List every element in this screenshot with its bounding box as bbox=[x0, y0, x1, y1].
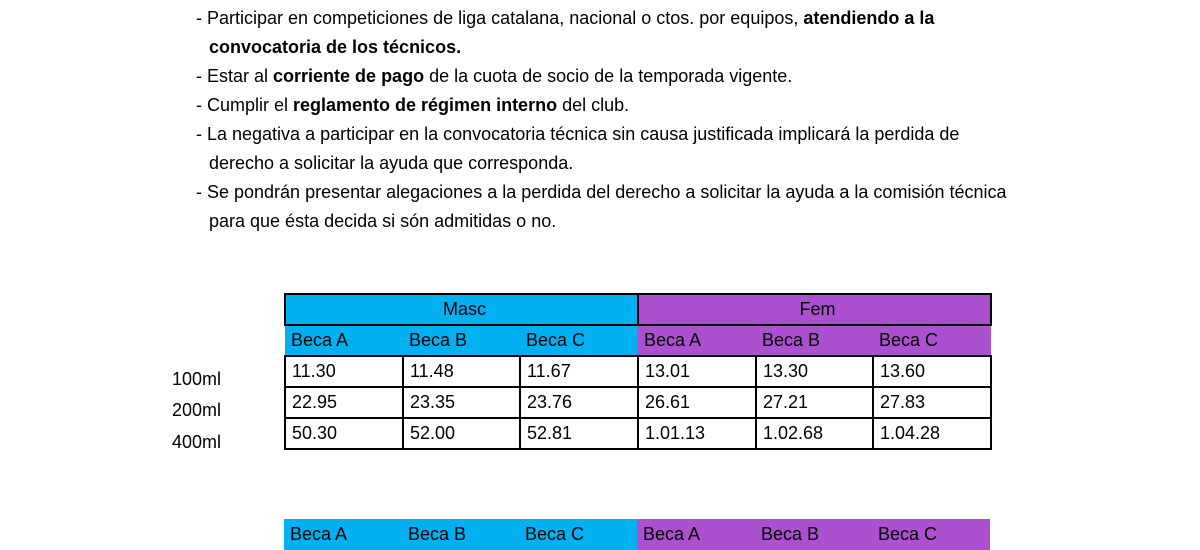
bullet-4: - La negativa a participar en la convocatoria técnica sin causa justificada implicará la perdida de derecho a solicitar la ayuda que corresponda. bbox=[196, 124, 960, 173]
time-cell: 1.01.13 bbox=[638, 418, 756, 449]
time-cell: 27.21 bbox=[756, 387, 873, 418]
time-cell: 50.30 bbox=[285, 418, 403, 449]
times-table bbox=[284, 293, 992, 450]
group-header-row bbox=[285, 294, 991, 325]
subheader-row bbox=[285, 325, 991, 356]
table-row bbox=[285, 387, 991, 418]
time-cell: 1.02.68 bbox=[756, 418, 873, 449]
time-cell: 13.30 bbox=[756, 356, 873, 387]
subheader-cell: Beca B bbox=[403, 325, 520, 356]
time-cell: 52.00 bbox=[403, 418, 520, 449]
time-cell: 11.30 bbox=[285, 356, 403, 387]
subheader-cell: Beca A bbox=[638, 325, 756, 356]
subheader-cell: Beca C bbox=[873, 325, 991, 356]
times-table-2 bbox=[284, 519, 990, 550]
time-cell: 23.35 bbox=[403, 387, 520, 418]
row-label-200ml: 200ml bbox=[172, 400, 222, 420]
time-cell: 11.48 bbox=[403, 356, 520, 387]
bullet-3: - Cumplir el reglamento de régimen interno del club. bbox=[196, 95, 630, 115]
subheader-cell: Beca A bbox=[637, 519, 755, 550]
subheader-row bbox=[284, 519, 990, 550]
table-row bbox=[285, 356, 991, 387]
subheader-cell: Beca A bbox=[285, 325, 403, 356]
group-fem: Fem bbox=[638, 294, 991, 325]
bullet-2: - Estar al corriente de pago de la cuota de socio de la temporada vigente. bbox=[196, 66, 793, 86]
subheader-cell: Beca C bbox=[520, 325, 638, 356]
time-cell: 13.60 bbox=[873, 356, 991, 387]
subheader-cell: Beca A bbox=[284, 519, 402, 550]
group-masc: Masc bbox=[285, 294, 638, 325]
subheader-cell: Beca B bbox=[755, 519, 872, 550]
subheader-cell: Beca C bbox=[519, 519, 637, 550]
time-cell: 11.67 bbox=[520, 356, 638, 387]
time-cell: 27.83 bbox=[873, 387, 991, 418]
row-label-400ml: 400ml bbox=[172, 432, 222, 452]
subheader-cell: Beca B bbox=[756, 325, 873, 356]
time-cell: 13.01 bbox=[638, 356, 756, 387]
time-cell: 1.04.28 bbox=[873, 418, 991, 449]
time-cell: 52.81 bbox=[520, 418, 638, 449]
subheader-cell: Beca B bbox=[402, 519, 519, 550]
bullet-5: - Se pondrán presentar alegaciones a la perdida del derecho a solicitar la ayuda a la comisión técnica para que ésta decida si són admitidas o no. bbox=[196, 182, 1007, 231]
bullet-1: - Participar en competiciones de liga catalana, nacional o ctos. por equipos, atendiendo a la convocatoria de los técnicos. bbox=[196, 8, 935, 57]
table-row bbox=[285, 418, 991, 449]
time-cell: 23.76 bbox=[520, 387, 638, 418]
time-cell: 22.95 bbox=[285, 387, 403, 418]
row-label-100ml: 100ml bbox=[172, 369, 222, 389]
time-cell: 26.61 bbox=[638, 387, 756, 418]
subheader-cell: Beca C bbox=[872, 519, 990, 550]
requirements-list bbox=[196, 4, 1016, 236]
